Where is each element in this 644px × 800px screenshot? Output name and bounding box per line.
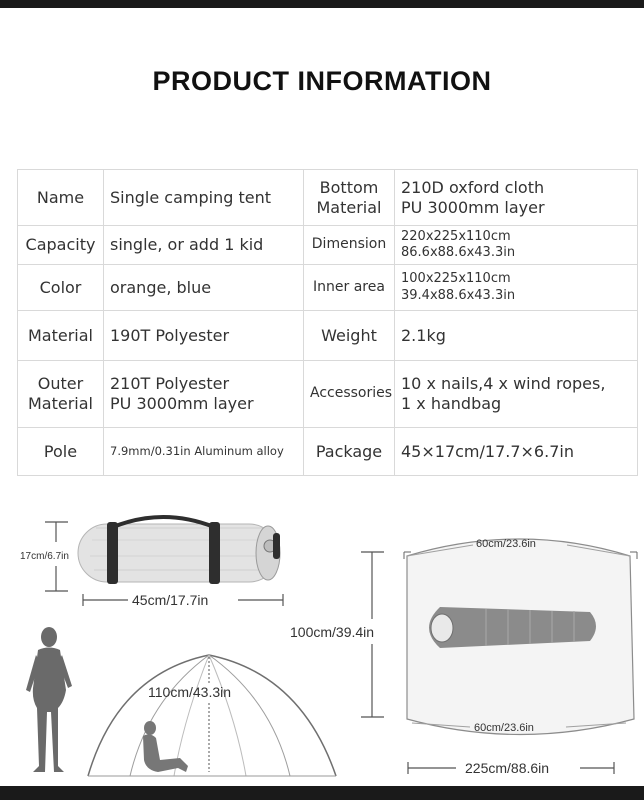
weight-label: Weight <box>304 311 395 361</box>
capacity-value: single, or add 1 kid <box>104 226 304 265</box>
accessories-value <box>395 361 638 428</box>
table-row <box>18 361 638 428</box>
material-value: 190T Polyester <box>104 311 304 361</box>
table-row <box>18 170 638 226</box>
color-label: Color <box>18 265 104 311</box>
inner-area-label: Inner area <box>304 265 395 311</box>
outer-material-value <box>104 361 304 428</box>
floor-plan-diagram <box>290 538 637 776</box>
table-row <box>18 226 638 265</box>
name-label: Name <box>18 170 104 226</box>
outer-material-value-line1: 210T Polyester <box>110 374 230 393</box>
outer-material-label <box>18 361 104 428</box>
pole-label: Pole <box>18 428 104 476</box>
accessories-label: Accessories <box>304 361 395 428</box>
package-value: 45×17cm/17.7×6.7in <box>395 428 638 476</box>
bag-strap-right <box>209 522 220 584</box>
table-row <box>18 311 638 361</box>
bag-height-label: 17cm/6.7in <box>20 551 69 562</box>
dimension-value-line1: 220x225x110cm <box>401 228 511 244</box>
dimension-value <box>395 226 638 265</box>
spec-table <box>17 169 638 476</box>
accessories-value-line1: 10 x nails,4 x wind ropes, <box>401 374 606 393</box>
tent-outline <box>88 655 336 776</box>
pole-value: 7.9mm/0.31in Aluminum alloy <box>104 428 304 476</box>
inner-area-value-line1: 100x225x110cm <box>401 271 511 287</box>
bag-length-label: 45cm/17.7in <box>132 592 209 608</box>
person-silhouette <box>26 627 72 772</box>
table-row <box>18 265 638 311</box>
tent-side-diagram <box>88 655 336 776</box>
bottom-material-label <box>304 170 395 226</box>
dimension-value-line2: 86.6x88.6x43.3in <box>401 245 516 260</box>
bottom-material-label-line2: Material <box>316 197 382 217</box>
outer-material-value-line2: PU 3000mm layer <box>110 394 254 413</box>
outer-material-label-line2: Material <box>28 394 93 413</box>
sleeping-bag <box>429 607 596 648</box>
bottom-material-value-line1: 210D oxford cloth <box>401 177 545 197</box>
bottom-material-value <box>395 170 638 226</box>
outer-material-label-line1: Outer <box>37 374 84 393</box>
bag-strap-left <box>107 522 118 584</box>
weight-value: 2.1kg <box>395 311 638 361</box>
inner-area-value-line2: 39.4x88.6x43.3in <box>401 287 516 303</box>
package-label: Package <box>304 428 395 476</box>
packed-bag-diagram <box>20 517 283 608</box>
bottom-material-value-line2: PU 3000mm layer <box>401 197 545 217</box>
bottom-frame-bar <box>0 786 644 800</box>
name-value: Single camping tent <box>104 170 304 226</box>
dimension-illustrations <box>0 480 644 786</box>
floor-length-label: 225cm/88.6in <box>465 760 550 776</box>
material-label: Material <box>18 311 104 361</box>
inner-area-value <box>395 265 638 311</box>
floor-top-width-label: 60cm/23.6in <box>476 538 536 550</box>
page-title: PRODUCT INFORMATION <box>152 66 492 96</box>
sitting-person <box>143 721 188 772</box>
accessories-value-line2: 1 x handbag <box>401 394 502 413</box>
top-frame-bar <box>0 0 644 8</box>
floor-side-label: 100cm/39.4in <box>290 624 375 640</box>
dimension-label: Dimension <box>304 226 395 265</box>
floor-bottom-width-label: 60cm/23.6in <box>474 722 534 734</box>
color-value: orange, blue <box>104 265 304 311</box>
bottom-material-label-line1: Bottom <box>319 177 379 197</box>
capacity-label: Capacity <box>18 226 104 265</box>
tent-height-label: 110cm/43.3in <box>148 684 232 700</box>
table-row <box>18 428 638 476</box>
